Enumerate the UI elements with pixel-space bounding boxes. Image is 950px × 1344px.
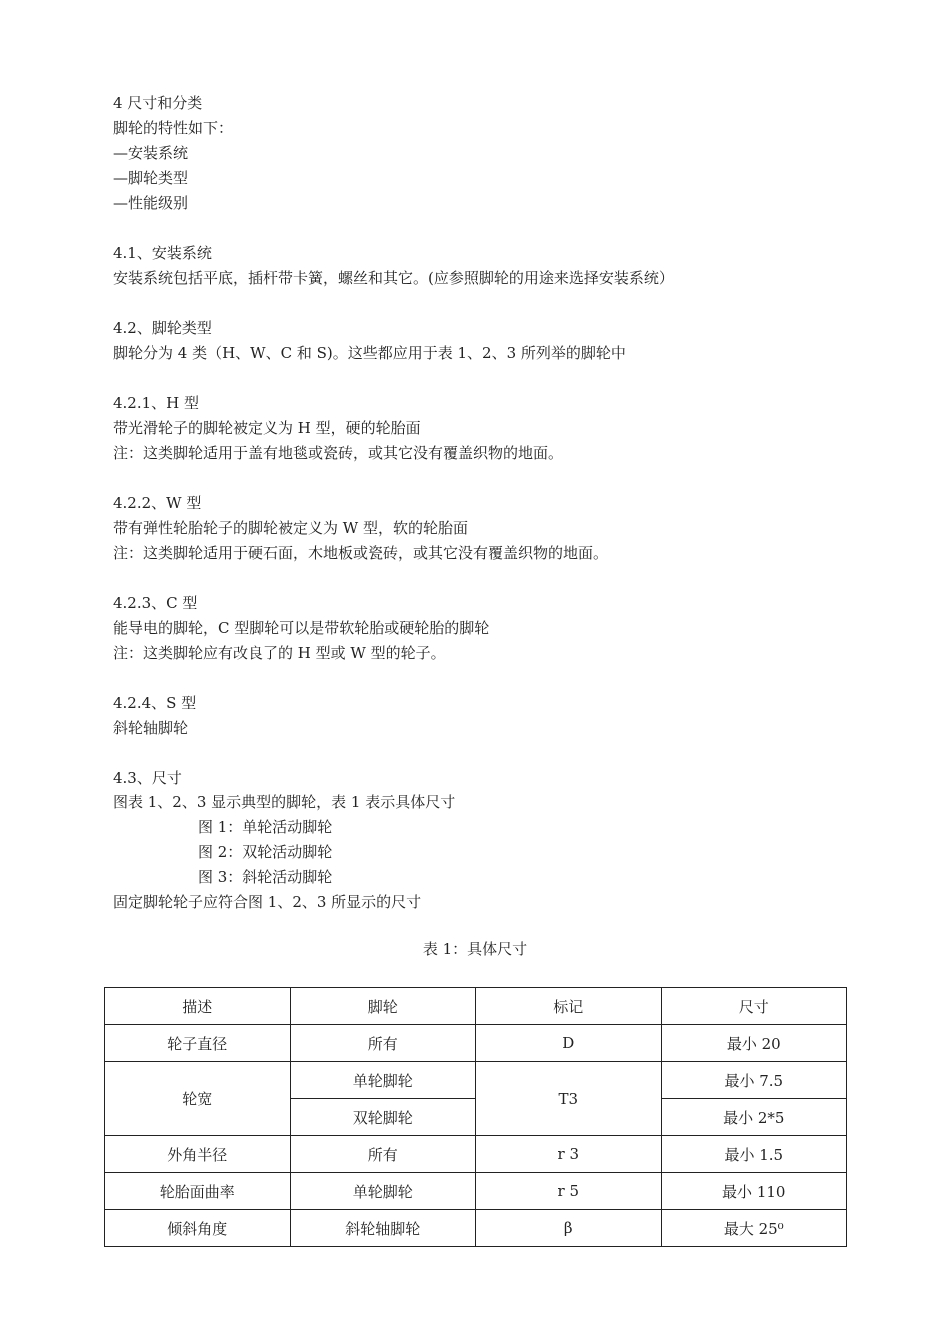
cell-description: 轮胎面曲率: [105, 1173, 291, 1210]
section-4-2-2-text: 带有弹性轮胎轮子的脚轮被定义为 W 型，软的轮胎面: [113, 519, 468, 537]
cell-caster: 单轮脚轮: [290, 1062, 476, 1099]
section-4-3-heading: 4.3、尺寸: [113, 769, 182, 787]
section-4-2-1-heading: 4.2.1、H 型: [113, 394, 200, 412]
section-4-2-heading: 4.2、脚轮类型: [113, 319, 212, 337]
section-4-2-3-text: 能导电的脚轮，C 型脚轮可以是带软轮胎或硬轮胎的脚轮: [113, 619, 490, 637]
section-4-2-2-note: 注：这类脚轮适用于硬石面，木地板或瓷砖，或其它没有覆盖织物的地面。: [113, 544, 609, 562]
header-caster: 脚轮: [290, 988, 476, 1025]
section-4-1-text: 安装系统包括平底，插杆带卡簧，螺丝和其它。(应参照脚轮的用途来选择安装系统）: [113, 269, 674, 287]
table-row: [105, 1210, 847, 1247]
section-4-2-text: 脚轮分为 4 类（H、W、C 和 S)。这些都应用于表 1、2、3 所列举的脚轮中: [113, 344, 626, 362]
header-description: 描述: [105, 988, 291, 1025]
cell-caster: 所有: [290, 1025, 476, 1062]
bullet-mounting-system: —安装系统: [113, 144, 189, 162]
cell-description: 倾斜角度: [105, 1210, 291, 1247]
section-4-2-1-note: 注：这类脚轮适用于盖有地毯或瓷砖，或其它没有覆盖织物的地面。: [113, 444, 564, 462]
section-4-2-3-note: 注：这类脚轮应有改良了的 H 型或 W 型的轮子。: [113, 644, 446, 662]
table-caption: 表 1：具体尺寸: [422, 940, 528, 958]
cell-mark: r 5: [476, 1173, 662, 1210]
table-header-row: [105, 988, 847, 1025]
section-4-2-1-text: 带光滑轮子的脚轮被定义为 H 型，硬的轮胎面: [113, 419, 421, 437]
cell-mark: D: [476, 1025, 662, 1062]
cell-mark: β: [476, 1210, 662, 1247]
section-4-2-4-heading: 4.2.4、S 型: [113, 694, 197, 712]
cell-caster: 所有: [290, 1136, 476, 1173]
dimensions-table: [104, 987, 847, 1247]
cell-description: 外角半径: [105, 1136, 291, 1173]
section-4-2-3-heading: 4.2.3、C 型: [113, 594, 198, 612]
figure-1-ref: 图 1：单轮活动脚轮: [198, 818, 333, 836]
bullet-caster-type: —脚轮类型: [113, 169, 189, 187]
cell-size: 最小 110: [661, 1173, 847, 1210]
cell-description: 轮子直径: [105, 1025, 291, 1062]
cell-caster: 单轮脚轮: [290, 1173, 476, 1210]
cell-mark: T3: [476, 1062, 662, 1136]
cell-caster: 双轮脚轮: [290, 1099, 476, 1136]
header-mark: 标记: [476, 988, 662, 1025]
section-4-3-closing: 固定脚轮轮子应符合图 1、2、3 所显示的尺寸: [113, 893, 422, 911]
figure-2-ref: 图 2：双轮活动脚轮: [198, 843, 333, 861]
figure-3-ref: 图 3：斜轮活动脚轮: [198, 868, 333, 886]
cell-mark: r 3: [476, 1136, 662, 1173]
cell-caster: 斜轮轴脚轮: [290, 1210, 476, 1247]
section-4-1-heading: 4.1、安装系统: [113, 244, 212, 262]
header-size: 尺寸: [661, 988, 847, 1025]
cell-size: 最小 1.5: [661, 1136, 847, 1173]
section-4-2-2-heading: 4.2.2、W 型: [113, 494, 202, 512]
bullet-performance-level: —性能级别: [113, 194, 189, 212]
section-4-heading: 4 尺寸和分类: [113, 94, 203, 112]
section-4-intro: 脚轮的特性如下：: [113, 119, 234, 137]
table-row: [105, 1025, 847, 1062]
table-row: [105, 1136, 847, 1173]
cell-size: 最小 2*5: [661, 1099, 847, 1136]
cell-size: 最小 20: [661, 1025, 847, 1062]
cell-size: 最小 7.5: [661, 1062, 847, 1099]
section-4-3-text: 图表 1、2、3 显示典型的脚轮，表 1 表示具体尺寸: [113, 793, 456, 811]
section-4-2-4-text: 斜轮轴脚轮: [113, 719, 189, 737]
table-row: [105, 1173, 847, 1210]
cell-description: 轮宽: [105, 1062, 291, 1136]
cell-size: 最大 25⁰: [661, 1210, 847, 1247]
table-row: [105, 1062, 847, 1099]
